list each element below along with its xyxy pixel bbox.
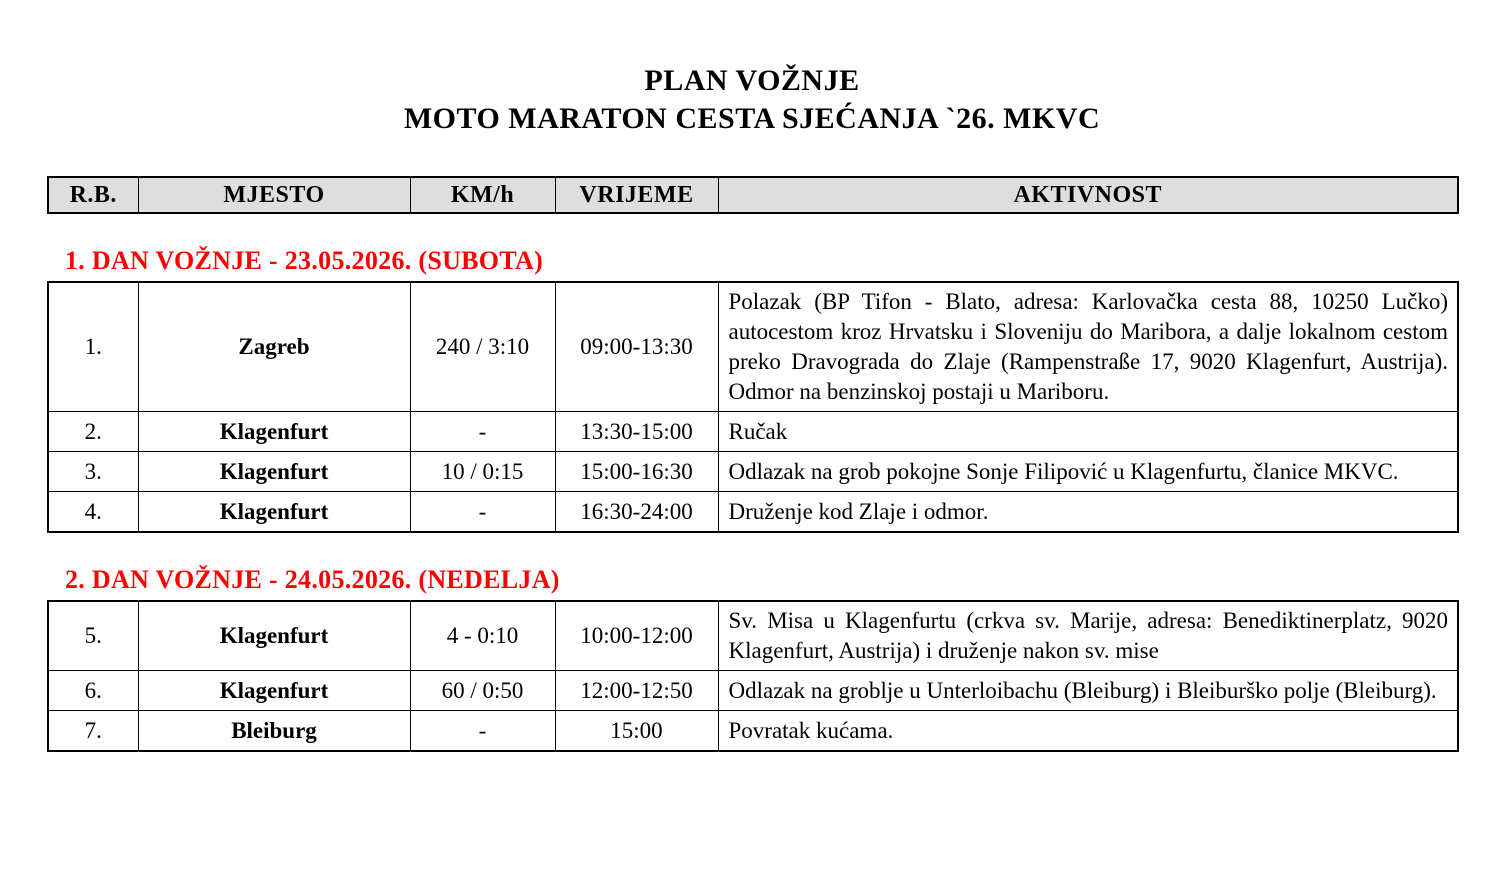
cell-mjesto: Bleiburg	[138, 711, 410, 752]
day-section	[47, 565, 1457, 752]
cell-mjesto: Klagenfurt	[138, 412, 410, 452]
cell-rb: 4.	[48, 492, 138, 533]
column-header-table	[47, 176, 1459, 214]
header-cell-kmh: KM/h	[410, 177, 555, 213]
title-line-1: PLAN VOŽNJE	[644, 64, 860, 97]
header-cell-mjesto: MJESTO	[138, 177, 410, 213]
cell-kmh: 10 / 0:15	[410, 452, 555, 492]
cell-mjesto: Klagenfurt	[138, 452, 410, 492]
cell-aktivnost: Druženje kod Zlaje i odmor.	[718, 492, 1458, 533]
cell-aktivnost: Ručak	[718, 412, 1458, 452]
table-row	[48, 671, 1458, 711]
title-line-2: MOTO MARATON CESTA SJEĆANJA `26. MKVC	[403, 102, 1101, 135]
cell-rb: 7.	[48, 711, 138, 752]
cell-vrijeme: 10:00-12:00	[555, 601, 718, 671]
cell-aktivnost: Odlazak na groblje u Unterloibachu (Bleiburg) i Bleiburško polje (Bleiburg).	[718, 671, 1458, 711]
cell-kmh: -	[410, 492, 555, 533]
cell-rb: 2.	[48, 412, 138, 452]
cell-rb: 1.	[48, 282, 138, 412]
cell-vrijeme: 09:00-13:30	[555, 282, 718, 412]
day-table	[47, 281, 1459, 533]
table-row	[48, 601, 1458, 671]
cell-rb: 5.	[48, 601, 138, 671]
cell-kmh: -	[410, 711, 555, 752]
table-row	[48, 412, 1458, 452]
cell-mjesto: Zagreb	[138, 282, 410, 412]
cell-kmh: 240 / 3:10	[410, 282, 555, 412]
cell-vrijeme: 12:00-12:50	[555, 671, 718, 711]
day-section	[47, 246, 1457, 533]
cell-kmh: 4 - 0:10	[410, 601, 555, 671]
cell-aktivnost: Odlazak na grob pokojne Sonje Filipović u Klagenfurtu, članice MKVC.	[718, 452, 1458, 492]
day-heading: 1. DAN VOŽNJE - 23.05.2026. (SUBOTA)	[65, 246, 544, 275]
cell-vrijeme: 13:30-15:00	[555, 412, 718, 452]
cell-kmh: -	[410, 412, 555, 452]
day-heading: 2. DAN VOŽNJE - 24.05.2026. (NEDELJA)	[65, 565, 560, 594]
table-row	[48, 452, 1458, 492]
table-row	[48, 492, 1458, 533]
header-row	[48, 177, 1458, 213]
cell-aktivnost: Povratak kućama.	[718, 711, 1458, 752]
cell-rb: 3.	[48, 452, 138, 492]
header-cell-rb: R.B.	[48, 177, 138, 213]
document-title	[47, 62, 1457, 138]
cell-vrijeme: 15:00	[555, 711, 718, 752]
day-sections	[47, 246, 1457, 752]
cell-kmh: 60 / 0:50	[410, 671, 555, 711]
cell-vrijeme: 16:30-24:00	[555, 492, 718, 533]
cell-rb: 6.	[48, 671, 138, 711]
cell-aktivnost: Sv. Misa u Klagenfurtu (crkva sv. Marije, adresa: Benediktinerplatz, 9020 Klagenfurt, Austrija) i druženje nakon sv. mise	[718, 601, 1458, 671]
table-row	[48, 282, 1458, 412]
cell-mjesto: Klagenfurt	[138, 601, 410, 671]
cell-mjesto: Klagenfurt	[138, 671, 410, 711]
cell-vrijeme: 15:00-16:30	[555, 452, 718, 492]
table-row	[48, 711, 1458, 752]
day-table	[47, 600, 1459, 752]
header-cell-aktivnost: AKTIVNOST	[718, 177, 1458, 213]
cell-aktivnost: Polazak (BP Tifon - Blato, adresa: Karlovačka cesta 88, 10250 Lučko) autocestom kroz Hrvatsku i Sloveniju do Maribora, a dalje lokalnom cestom preko Dravograda do Zlaje (Rampenstraße 17, 9020 Klagenfurt, Austrija). Odmor na benzinskoj postaji u Mariboru.	[718, 282, 1458, 412]
cell-mjesto: Klagenfurt	[138, 492, 410, 533]
header-cell-vrijeme: VRIJEME	[555, 177, 718, 213]
